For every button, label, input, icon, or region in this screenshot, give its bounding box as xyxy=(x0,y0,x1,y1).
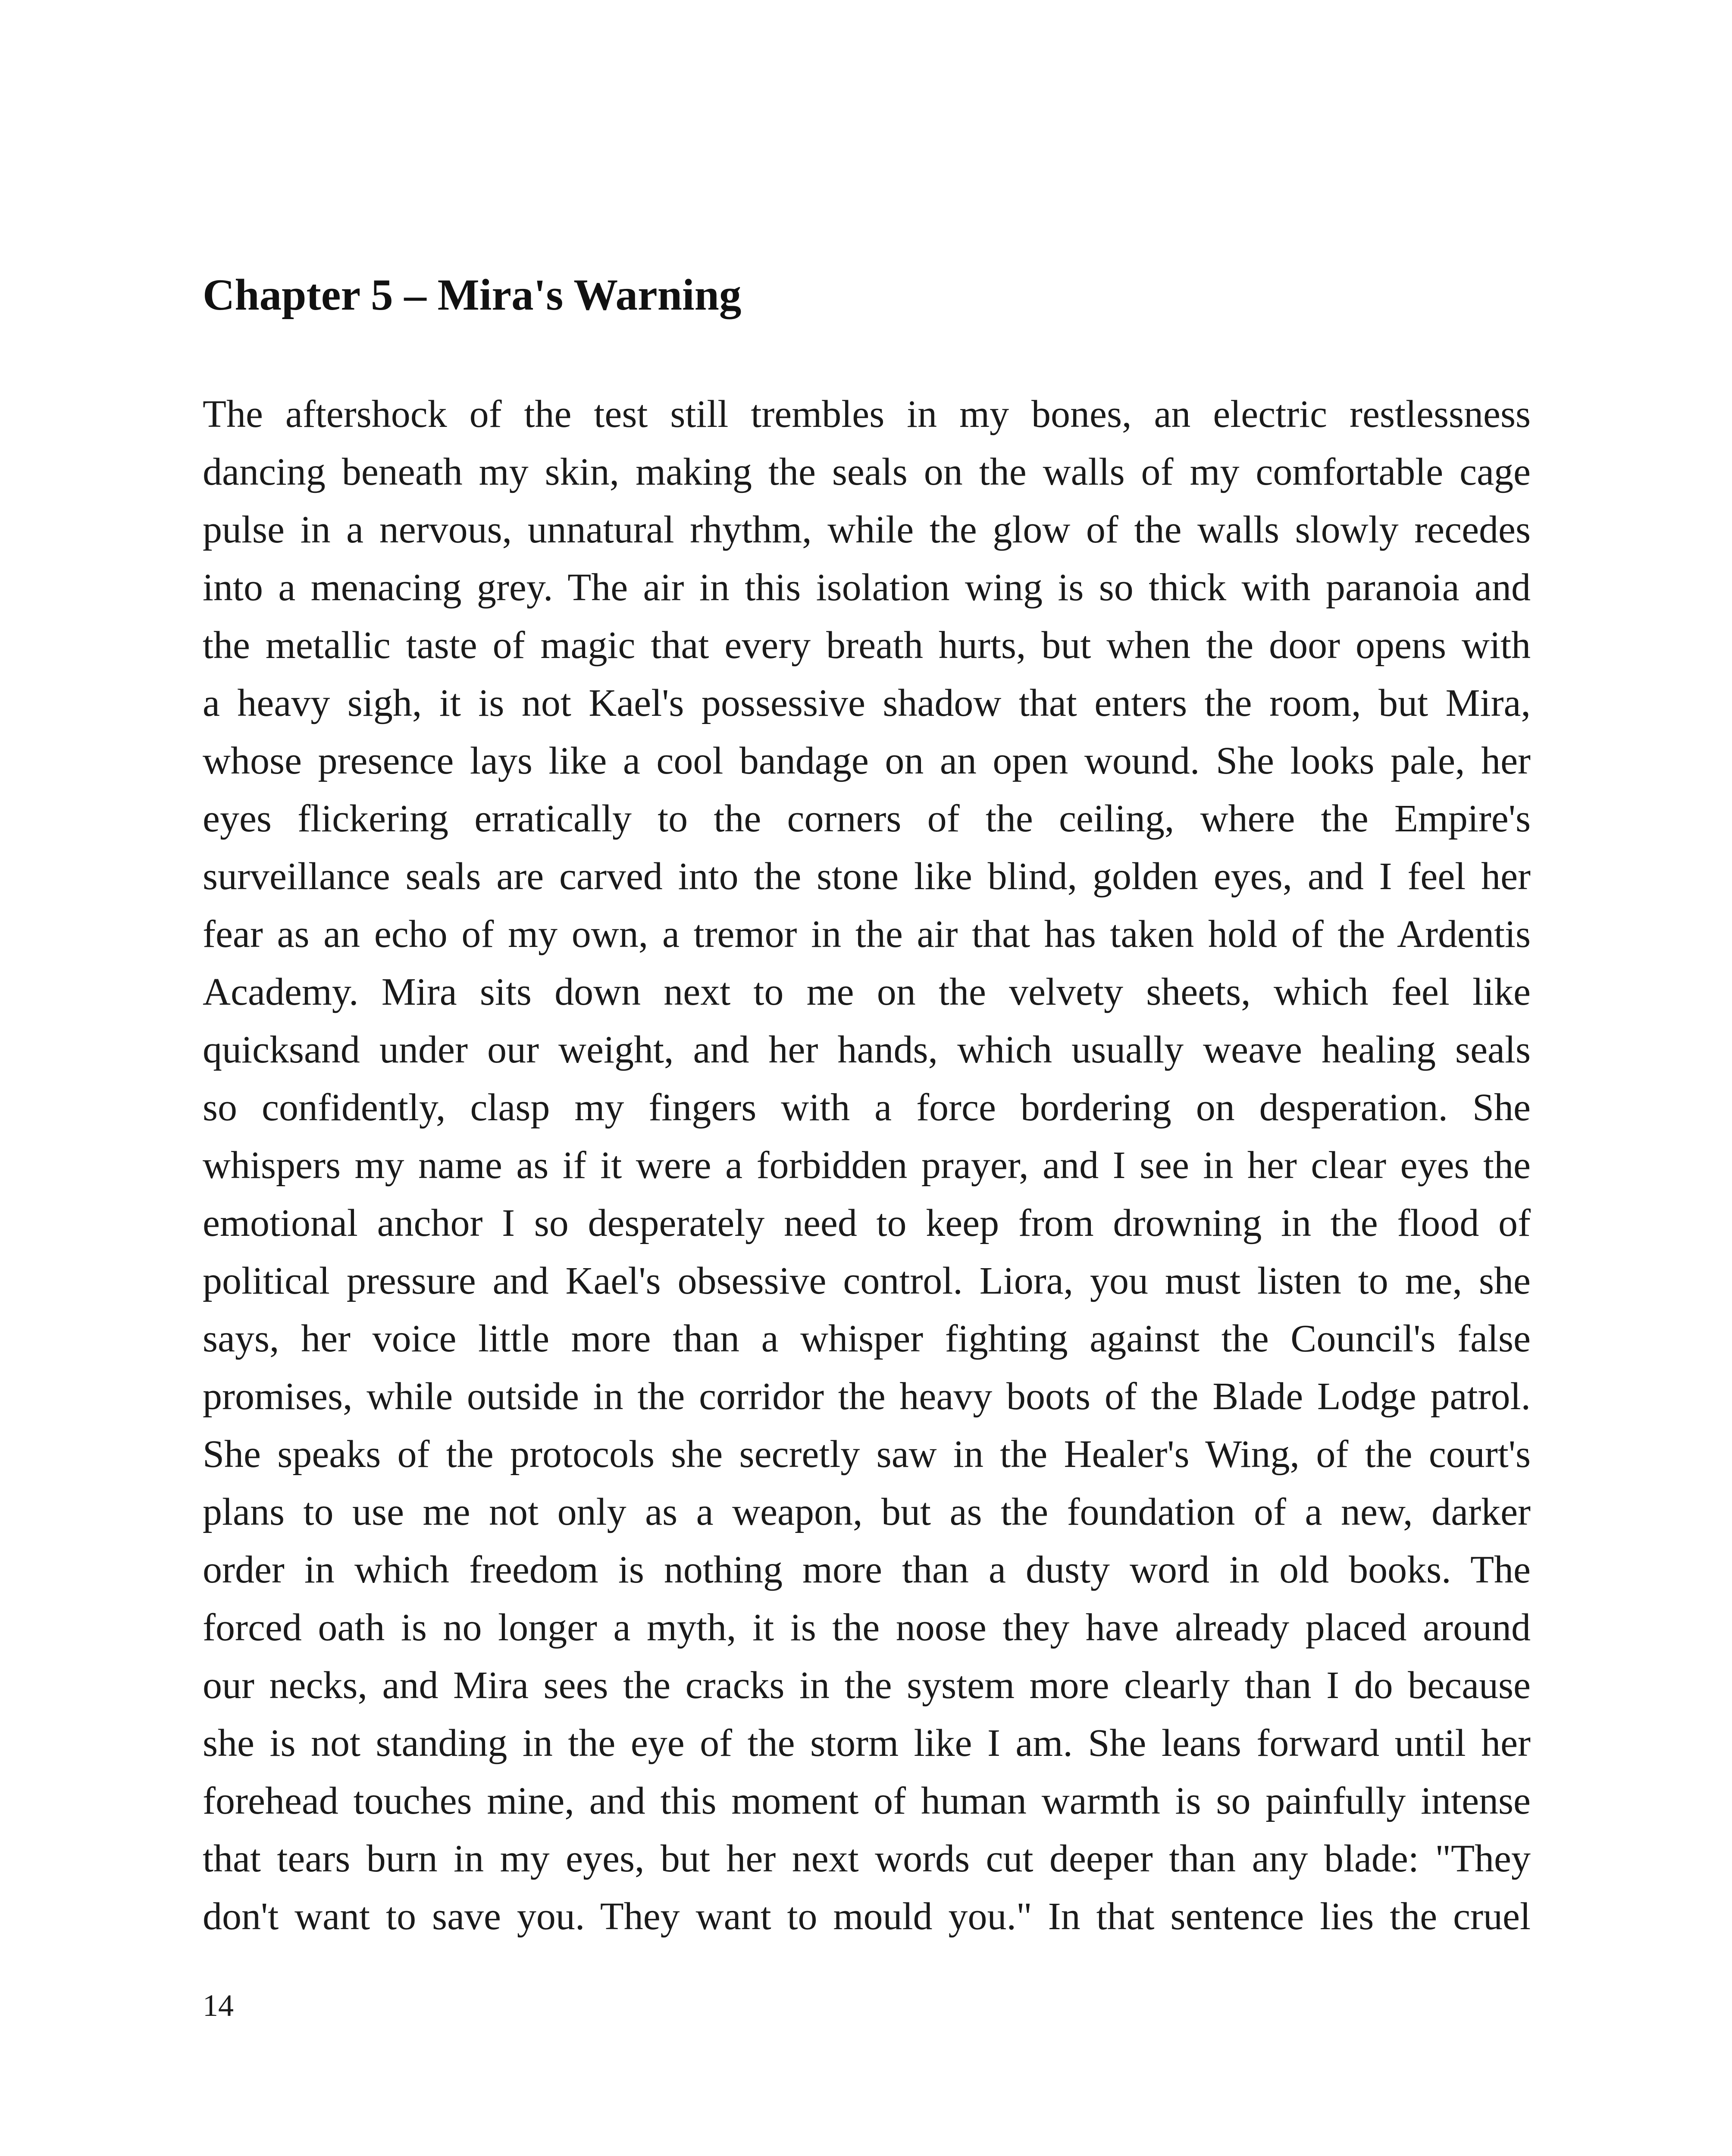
body-line: surveillance seals are carved into the stone like blind, golden eyes, and I feel her xyxy=(203,855,1531,898)
body-line: order in which freedom is nothing more than a dusty word in old books. The xyxy=(203,1548,1531,1591)
body-line: pulse in a nervous, unnatural rhythm, while the glow of the walls slowly recedes xyxy=(203,508,1531,551)
body-line: a heavy sigh, it is not Kael's possessive shadow that enters the room, but Mira, xyxy=(203,682,1531,724)
body-line: so confidently, clasp my fingers with a force bordering on desperation. She xyxy=(203,1086,1531,1129)
body-line: that tears burn in my eyes, but her next words cut deeper than any blade: "They xyxy=(203,1837,1531,1880)
body-line: don't want to save you. They want to mould you." In that sentence lies the cruel xyxy=(203,1895,1531,1938)
body-line: promises, while outside in the corridor the heavy boots of the Blade Lodge patrol. xyxy=(203,1375,1531,1418)
body-line: political pressure and Kael's obsessive control. Liora, you must listen to me, she xyxy=(203,1260,1531,1302)
body-line: whose presence lays like a cool bandage on an open wound. She looks pale, her xyxy=(203,740,1531,782)
body-line: the metallic taste of magic that every breath hurts, but when the door opens with xyxy=(203,624,1531,667)
body-line: Academy. Mira sits down next to me on the velvety sheets, which feel like xyxy=(203,971,1531,1013)
body-line: She speaks of the protocols she secretly saw in the Healer's Wing, of the court's xyxy=(203,1433,1531,1476)
body-line: emotional anchor I so desperately need to keep from drowning in the flood of xyxy=(203,1202,1531,1244)
body-line: our necks, and Mira sees the cracks in the system more clearly than I do because xyxy=(203,1664,1531,1707)
body-line: The aftershock of the test still trembles in my bones, an electric restlessness xyxy=(203,393,1531,436)
body-line: forehead touches mine, and this moment of human warmth is so painfully intense xyxy=(203,1780,1531,1822)
body-line: into a menacing grey. The air in this isolation wing is so thick with paranoia and xyxy=(203,566,1531,609)
body-line: fear as an echo of my own, a tremor in the air that has taken hold of the Ardentis xyxy=(203,913,1531,956)
page-number: 14 xyxy=(203,1988,234,2023)
chapter-body xyxy=(203,385,1531,1946)
chapter-title: Chapter 5 – Mira's Warning xyxy=(203,270,742,320)
body-line: quicksand under our weight, and her hands, which usually weave healing seals xyxy=(203,1028,1531,1071)
body-line: dancing beneath my skin, making the seals on the walls of my comfortable cage xyxy=(203,451,1531,493)
body-line: says, her voice little more than a whisper fighting against the Council's false xyxy=(203,1317,1531,1360)
body-line: whispers my name as if it were a forbidden prayer, and I see in her clear eyes the xyxy=(203,1144,1531,1187)
body-line: plans to use me not only as a weapon, but as the foundation of a new, darker xyxy=(203,1491,1531,1533)
body-line: eyes flickering erratically to the corners of the ceiling, where the Empire's xyxy=(203,797,1531,840)
body-line: forced oath is no longer a myth, it is the noose they have already placed around xyxy=(203,1606,1531,1649)
body-line: she is not standing in the eye of the storm like I am. She leans forward until her xyxy=(203,1722,1531,1764)
